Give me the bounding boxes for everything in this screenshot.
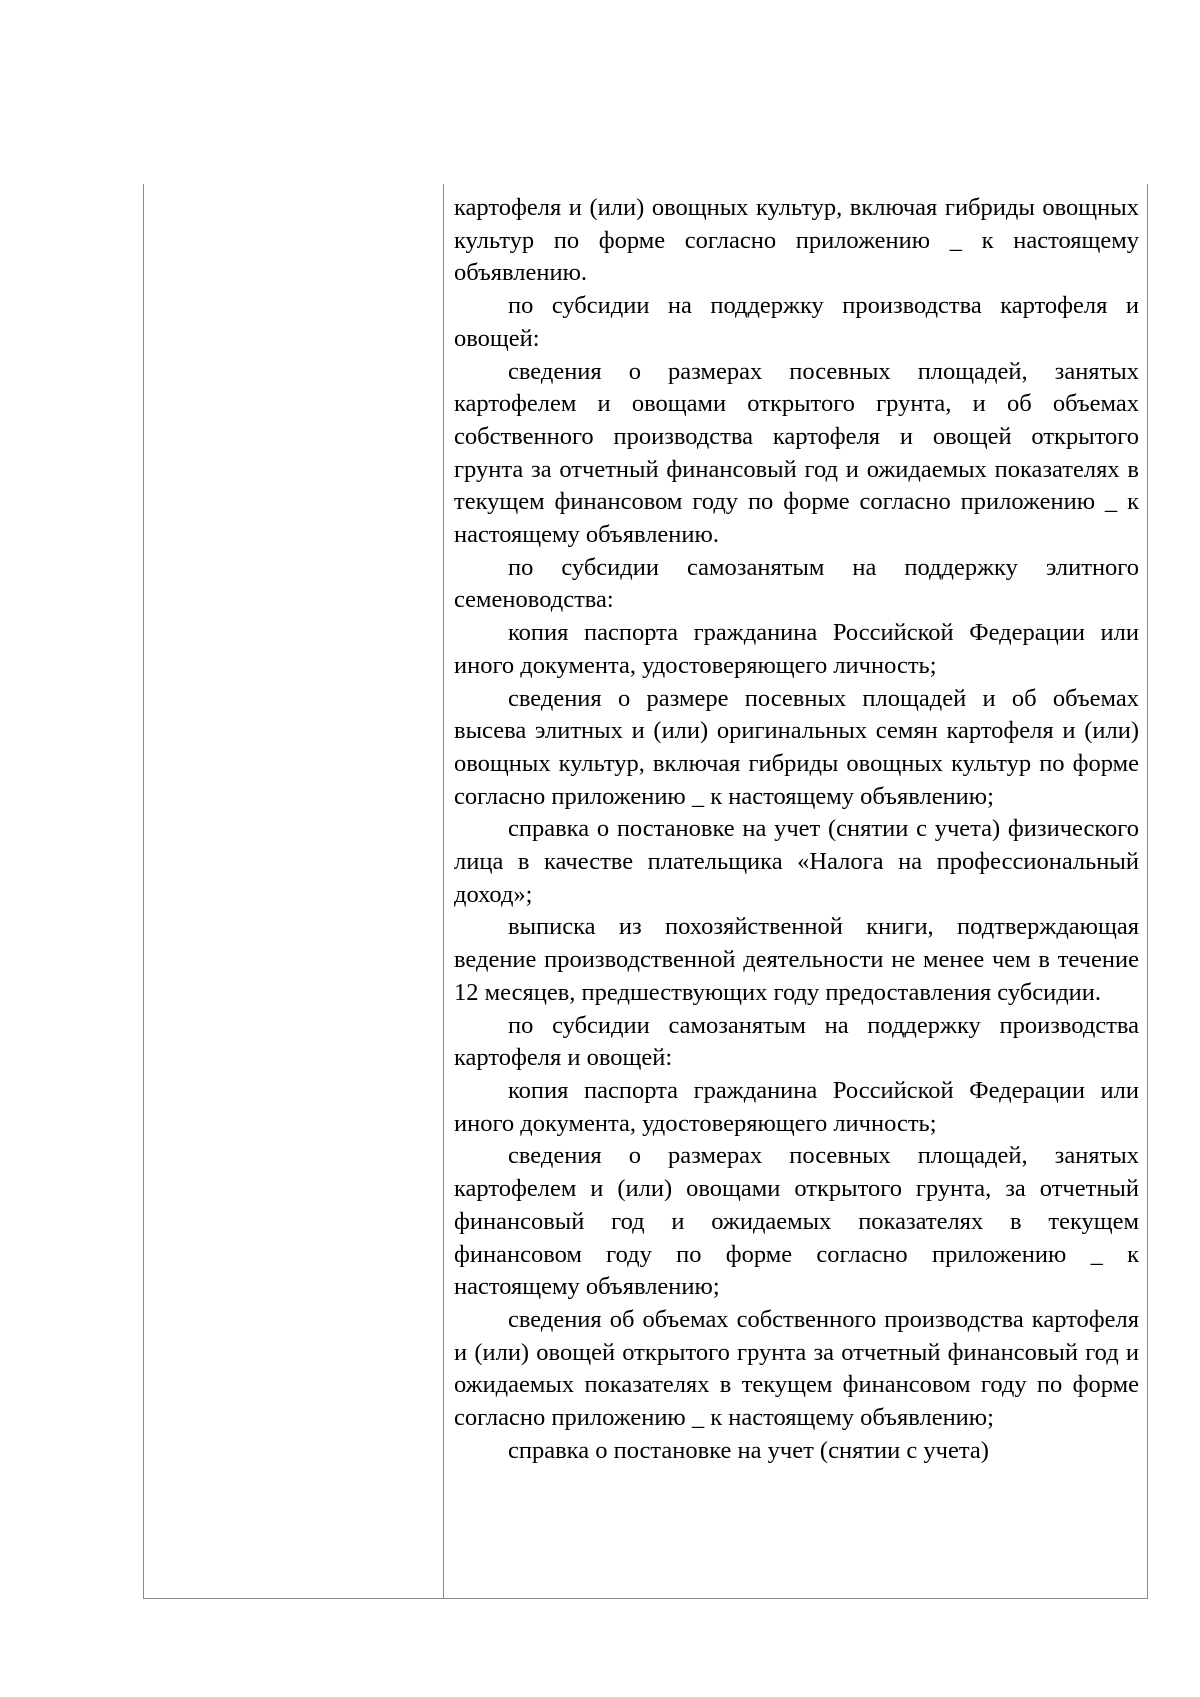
paragraph: копия паспорта гражданина Российской Федерации или иного документа, удостоверяющего личность; — [454, 619, 1139, 679]
paragraph: выписка из похозяйственной книги, подтверждающая ведение производственной деятельности не менее чем в течение 12 месяцев, предшествующих году предоставления субсидии. — [454, 913, 1139, 1006]
paragraph: картофеля и (или) овощных культур, включая гибриды овощных культур по форме согласно приложению _ к настоящему объявлению. — [454, 194, 1139, 287]
paragraph: справка о постановке на учет (снятии с учета) физического лица в качестве плательщика «Налога на профессиональный доход»; — [454, 815, 1139, 908]
paragraph: сведения о размерах посевных площадей, занятых картофелем и овощами открытого грунта, и об объемах собственного производства картофеля и овощей открытого грунта за отчетный финансовый год и ожидаемых показателях в текущем финансовом году по форме согласно приложению _ к настоящему объявлению. — [454, 357, 1139, 549]
paragraph: сведения о размерах посевных площадей, занятых картофелем и (или) овощами открытого грунта, за отчетный финансовый год и ожидаемых показателях в текущем финансовом году по форме согласно приложению _ к настоящему объявлению; — [454, 1142, 1139, 1301]
paragraph: сведения об объемах собственного производства картофеля и (или) овощей открытого грунта за отчетный финансовый год и ожидаемых показателях в текущем финансовом году по форме согласно приложению _ к настоящему объявлению; — [454, 1305, 1139, 1432]
document-table — [143, 184, 1148, 1599]
paragraph: справка о постановке на учет (снятии с учета) — [508, 1436, 989, 1464]
table-right-cell — [454, 192, 1139, 1592]
paragraph: по субсидии самозанятым на поддержку элитного семеноводства: — [454, 553, 1139, 614]
paragraph: по субсидии самозанятым на поддержку производства картофеля и овощей: — [454, 1011, 1139, 1072]
paragraph: копия паспорта гражданина Российской Федерации или иного документа, удостоверяющего личность; — [454, 1076, 1139, 1137]
paragraph: по субсидии на поддержку производства картофеля и овощей: — [454, 292, 1139, 352]
table-left-cell — [144, 184, 443, 1598]
column-divider — [443, 184, 444, 1598]
paragraph: сведения о размере посевных площадей и об объемах высева элитных и (или) оригинальных семян картофеля и (или) овощных культур, включая гибриды овощных культур по форме согласно приложению _ к настоящему объявлению; — [454, 684, 1139, 810]
